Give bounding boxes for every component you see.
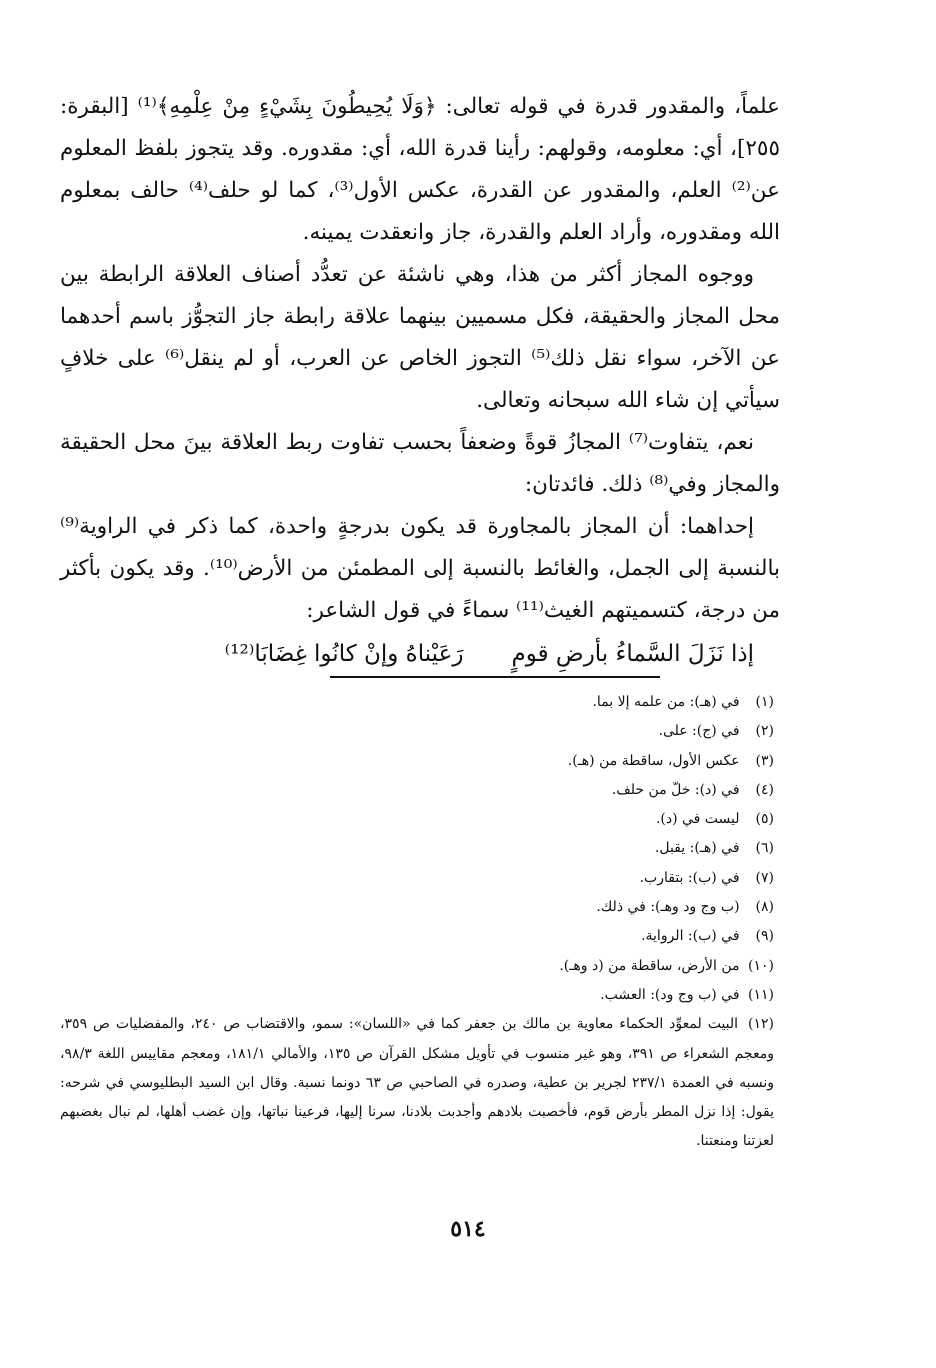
footnotes: [60, 688, 780, 1157]
footnote-text: في (هـ): يقبل.: [654, 840, 740, 857]
footnote-text: في (ج): على.: [658, 723, 740, 740]
footnote-item: [60, 922, 780, 951]
footnote-number: (١٢): [748, 1016, 774, 1033]
footnote-item: [60, 717, 780, 746]
footnote-number: (٤): [755, 781, 774, 798]
footnote-number: (٧): [755, 869, 774, 886]
footnote-number: (٥): [755, 811, 774, 828]
footnote-text: في (ب): الرواية.: [641, 928, 740, 945]
footnote-text: (ب وج ود وهـ): في ذلك.: [596, 899, 740, 916]
footnote-item: [60, 952, 780, 981]
paragraph-1: علماً، والمقدور قدرة في قوله تعالى: ﴿وَلَا يُحِيطُونَ بِشَيْءٍ مِنْ عِلْمِهِ﴾⁽¹⁾ [البقرة: ٢٥٥]، أي: معلومه، وقولهم: رأينا قدرة الله، أي: مقدوره. وقد يتجوز بلفظ المعلوم عن⁽²⁾ العلم، والمقدور عن القدرة، عكس الأول⁽³⁾، كما لو حلف⁽⁴⁾ حالف بمعلوم الله ومقدوره، وأراد العلم والقدرة، جاز وانعقدت يمينه.: [60, 94, 780, 245]
footnote-item: [60, 747, 780, 776]
footnote-text: من الأرض، ساقطة من (د وهـ).: [559, 957, 740, 974]
footnote-number: (١١): [748, 986, 774, 1003]
footnote-number: (١): [755, 694, 774, 710]
footnote-item: [60, 864, 780, 893]
footnote-number: (١٠): [748, 957, 774, 974]
footnote-item: [60, 805, 780, 834]
footnote-number: (٨): [755, 899, 774, 916]
footnote-item: [60, 776, 780, 805]
footnote-text: في (ب): بتقارب.: [639, 869, 740, 886]
footnote-number: (٢): [755, 723, 774, 740]
footnote-text: في (هـ): من علمه إلا بما.: [592, 694, 740, 710]
footnote-item: [60, 834, 780, 863]
footnote-text: في (ب وج ود): العشب.: [600, 986, 740, 1003]
footnote-text: في (د): خلّ من حلف.: [611, 781, 740, 798]
paragraph-3: نعم، يتفاوت⁽⁷⁾ المجازُ قوةً وضعفاً بحسب تفاوت ربط العلاقة بينَ محل الحقيقة والمجاز وفي⁽⁸⁾ ذلك. فائدتان:: [60, 430, 780, 497]
footnote-text: عكس الأول، ساقطة من (هـ).: [567, 752, 740, 769]
footnote-divider: [330, 676, 660, 678]
footnote-item: [60, 1010, 780, 1156]
footnote-item: [60, 981, 780, 1010]
paragraph-2: ووجوه المجاز أكثر من هذا، وهي ناشئة عن تعدُّد أصناف العلاقة الرابطة بين محل المجاز والحقيقة، فكل مسميين بينهما علاقة رابطة جاز التجوُّز باسم أحدهما عن الآخر، سواء نقل ذلك⁽⁵⁾ التجوز الخاص عن العرب، أو لم ينقل⁽⁶⁾ على خلافٍ سيأتي إن شاء الله سبحانه وتعالى.: [60, 262, 780, 413]
paragraph-4: إحداهما: أن المجاز بالمجاورة قد يكون بدرجةٍ واحدة، كما ذكر في الراوية⁽⁹⁾ بالنسبة إلى الجمل، والغائط بالنسبة إلى المطمئن من الأرض⁽¹⁰⁾. وقد يكون بأكثر من درجة، كتسميتهم الغيث⁽¹¹⁾ سماءً في قول الشاعر:: [60, 514, 780, 623]
footnote-item: [60, 893, 780, 922]
verse-second-hemistich: رَعَيْناهُ وإنْ كانُوا غِضَابَا⁽¹²⁾: [224, 641, 464, 667]
poem-verse: [60, 632, 780, 676]
footnote-text: البيت لمعوِّد الحكماء معاوية بن مالك بن جعفر كما في «اللسان»: سمو، والاقتضاب ص ٢٤٠، والمفضليات ص ٣٥٩، ومعجم الشعراء ص ٣٩١، وهو غير منسوب في تأويل مشكل القرآن ص ١٣٥، والأمالي ١٨١/١، ومعجم مقاييس اللغة ٩٨/٣، ونسبه في العمدة ٢٣٧/١ لجرير بن عطية، وصدره في الصاحبي ص ٦٣ دونما نسبة. وقال ابن السيد البطليوسي في شرحه: يقول: إذا نزل المطر بأرض قوم، فأخصبت بلادهم وأجدبت بلادنا، سرنا إليها، فرعينا نباتها، وإن غضب أهلها، لم نبال بغضبهم لعزتنا ومنعتنا.: [60, 1016, 774, 1150]
footnote-number: (٩): [755, 928, 774, 945]
footnote-item: [60, 688, 780, 717]
footnote-number: (٣): [755, 752, 774, 769]
page-number: ٥١٤: [450, 1216, 486, 1242]
main-text: [60, 86, 780, 632]
footnote-text: ليست في (د).: [655, 811, 740, 828]
verse-first-hemistich: إذا نَزَلَ السَّماءُ بأرضِ قومٍ: [511, 641, 754, 667]
page-body: [60, 86, 780, 676]
footnote-number: (٦): [755, 840, 774, 857]
